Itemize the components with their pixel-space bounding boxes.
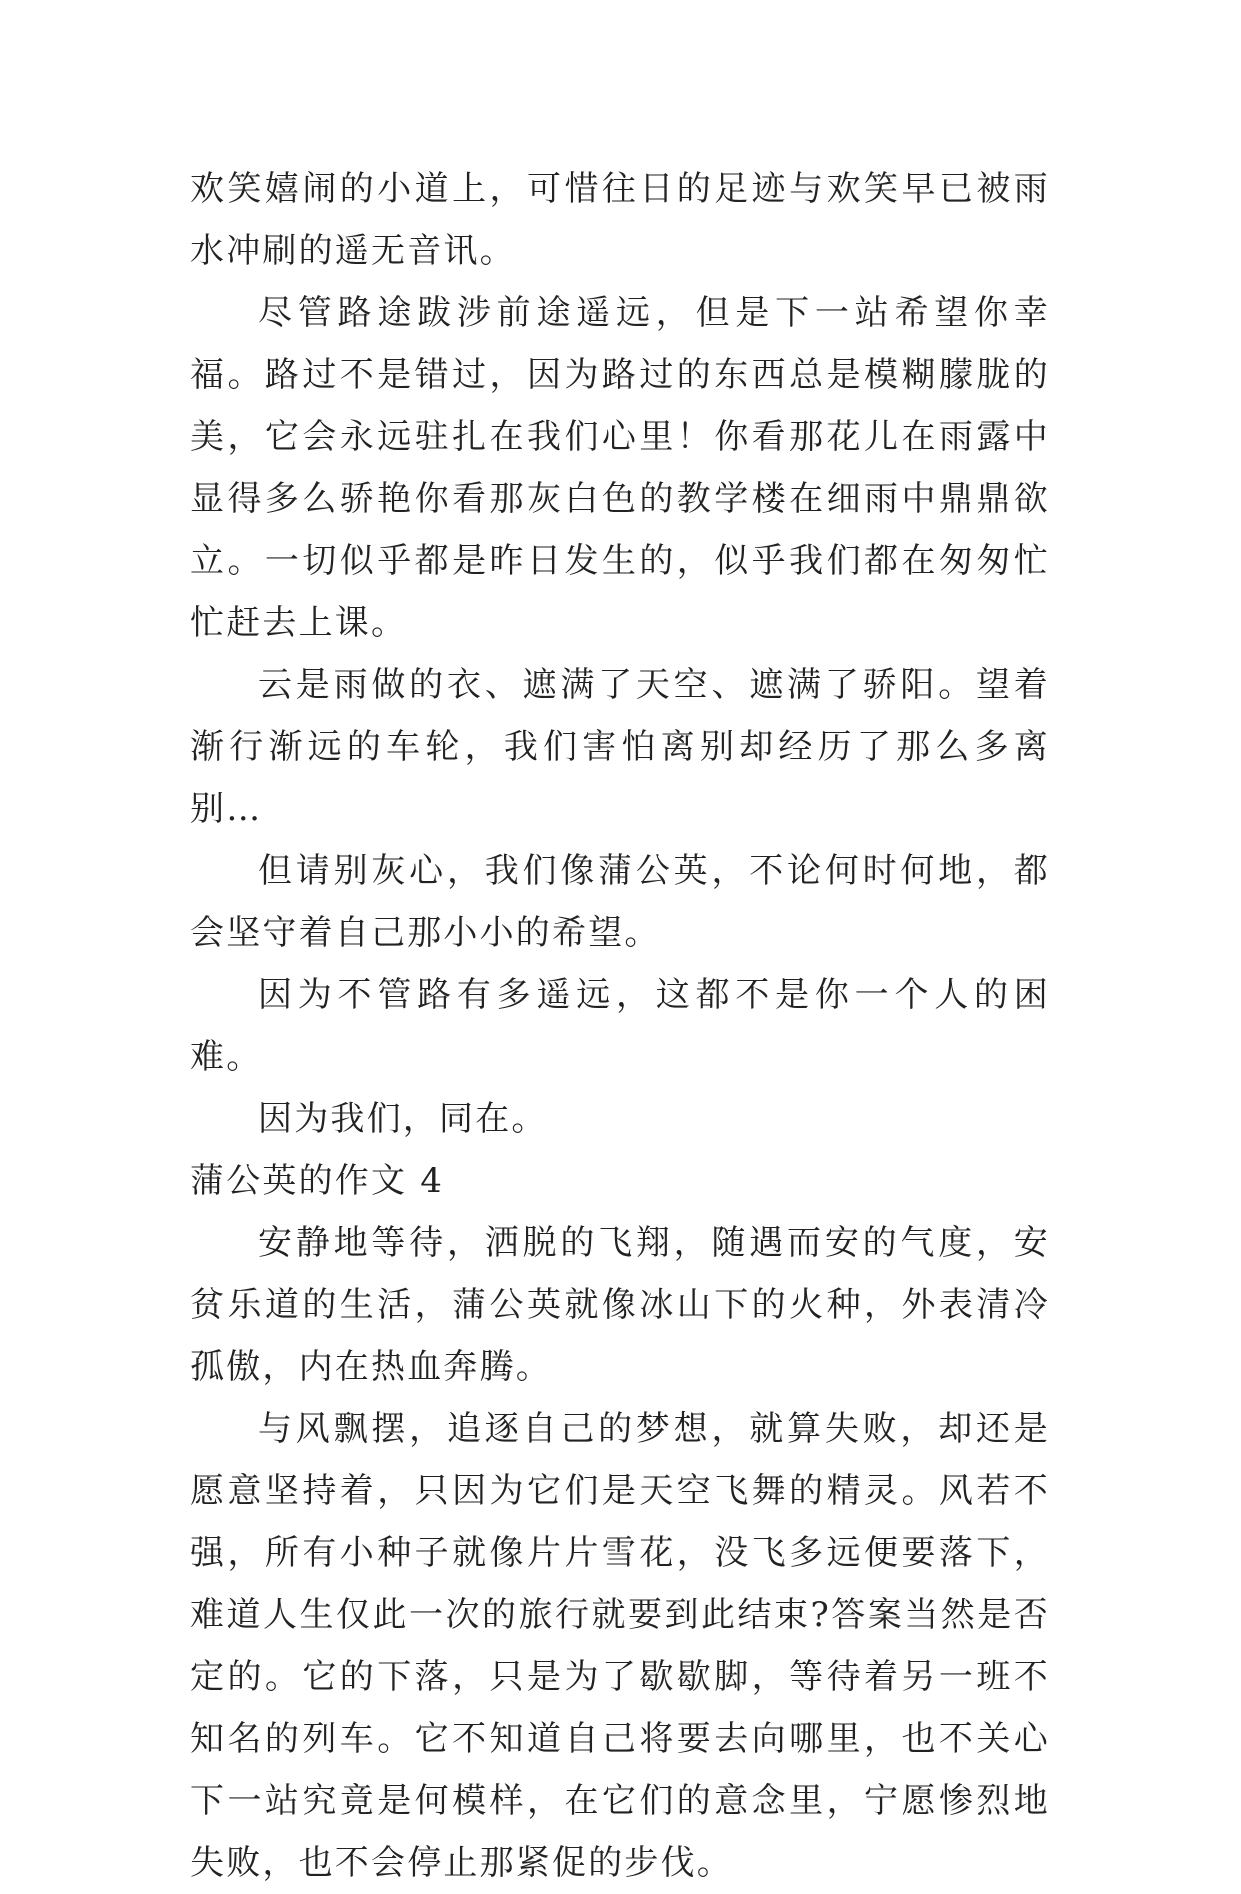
paragraph: 与风飘摆，追逐自己的梦想，就算失败，却还是愿意坚持着，只因为它们是天空飞舞的精灵。风若不强，所有小种子就像片片雪花，没飞多远便要落下，难道人生仅此一次的旅行就要到此结束?答案当然是否定的。它的下落，只是为了歇歇脚，等待着另一班不知名的列车。它不知道自己将要去向哪里，也不关心下一站究竟是何模样，在它们的意念里，宁愿惨烈地失败，也不会停止那紧促的步伐。	[190, 1409, 1050, 1883]
document-body	[190, 158, 1050, 1894]
continued-paragraph: 欢笑嬉闹的小道上，可惜往日的足迹与欢笑早已被雨水冲刷的遥无音讯。	[190, 169, 1050, 271]
paragraph: 尽管路途跋涉前途遥远，但是下一站希望你幸福。路过不是错过，因为路过的东西总是模糊朦胧的美，它会永远驻扎在我们心里！你看那花儿在雨露中显得多么骄艳你看那灰白色的教学楼在细雨中鼎鼎欲立。一切似乎都是昨日发生的，似乎我们都在匆匆忙忙赶去上课。	[190, 293, 1050, 643]
paragraph: 安静地等待，洒脱的飞翔，随遇而安的气度，安贫乐道的生活，蒲公英就像冰山下的火种，外表清冷孤傲，内在热血奔腾。	[190, 1223, 1050, 1387]
paragraph: 因为不管路有多遥远，这都不是你一个人的困难。	[190, 975, 1050, 1077]
paragraph: 但请别灰心，我们像蒲公英，不论何时何地，都会坚守着自己那小小的希望。	[190, 851, 1050, 953]
paragraph: 因为我们，同在。	[258, 1099, 548, 1139]
paragraph: 云是雨做的衣、遮满了天空、遮满了骄阳。望着渐行渐远的车轮，我们害怕离别却经历了那么多离别…	[190, 665, 1050, 829]
section-title: 蒲公英的作文 4	[190, 1161, 445, 1201]
